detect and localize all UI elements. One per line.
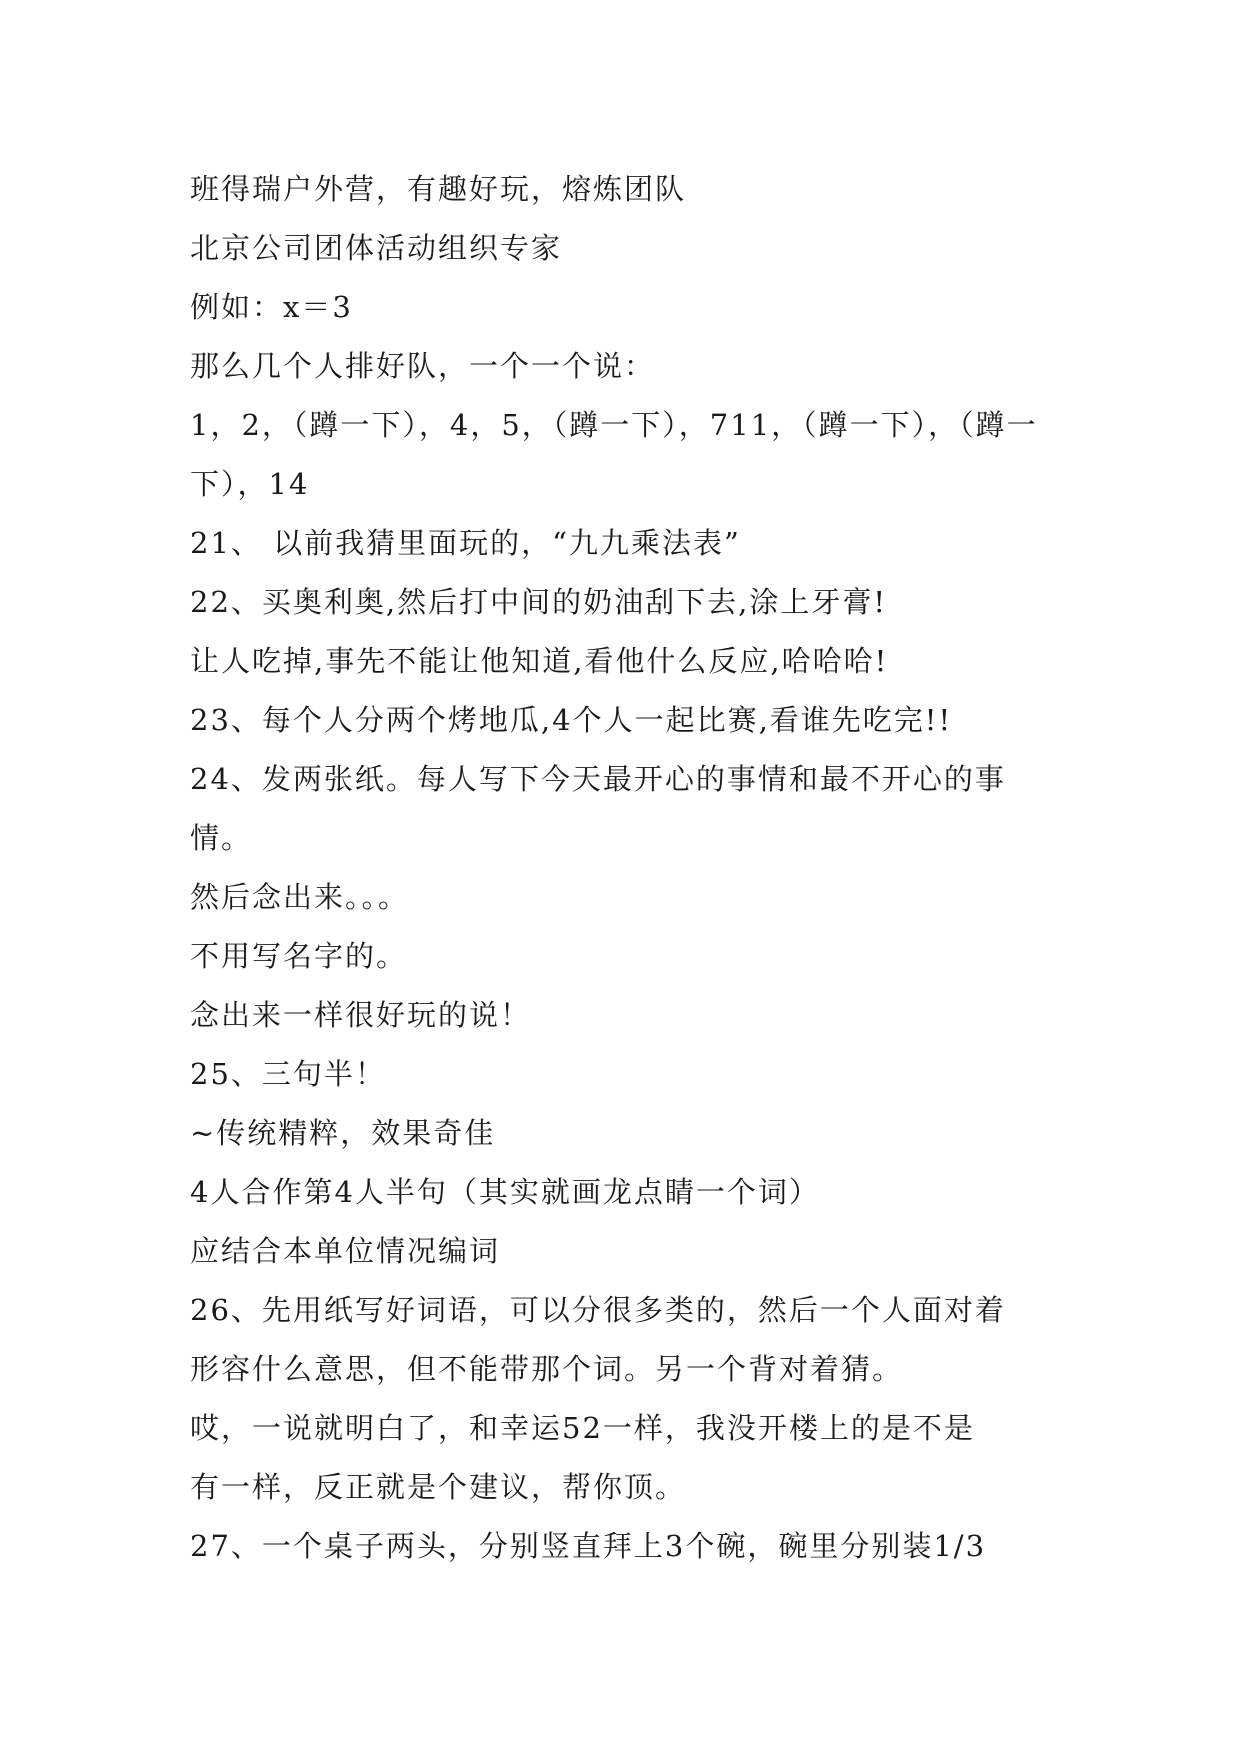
text-line-15: 念出来一样很好玩的说！ [190,998,532,1032]
text-line-19: 应结合本单位情况编词 [190,1234,501,1268]
text-line-20: 26、先用纸写好词语，可以分很多类的，然后一个人面对着 [190,1293,1006,1327]
text-line-17: ~传统精粹，效果奇佳 [190,1116,496,1150]
text-line-10: 23、每个人分两个烤地瓜,4个人一起比赛,看谁先吃完!! [190,703,953,737]
text-line-14: 不用写名字的。 [190,939,408,973]
text-line-9: 让人吃掉,事先不能让他知道,看他什么反应,哈哈哈! [190,644,889,678]
text-line-2: 北京公司团体活动组织专家 [190,231,563,265]
document-body [190,160,1060,1576]
text-line-6: 下），14 [190,467,310,501]
text-line-7: 21、 以前我猜里面玩的，“九九乘法表” [190,526,741,560]
text-line-18: 4人合作第4人半句（其实就画龙点睛一个词） [190,1175,820,1209]
text-line-24: 27、一个桌子两头，分别竖直拜上3个碗，碗里分别装1/3 [190,1529,987,1563]
text-line-23: 有一样，反正就是个建议，帮你顶。 [190,1470,687,1504]
text-line-16: 25、三句半！ [190,1057,386,1091]
text-line-3: 例如：x＝3 [190,290,353,324]
text-line-11: 24、发两张纸。每人写下今天最开心的事情和最不开心的事 [190,762,1006,796]
text-line-5: 1，2，（蹲一下），4，5，（蹲一下），711，（蹲一下），（蹲一 [190,408,1038,442]
text-line-13: 然后念出来。。。 [190,880,410,914]
text-line-21: 形容什么意思，但不能带那个词。另一个背对着猜。 [190,1352,904,1386]
text-line-8: 22、买奥利奥,然后打中间的奶油刮下去,涂上牙膏! [190,585,887,619]
text-line-12: 情。 [190,821,253,855]
text-line-22: 哎，一说就明白了，和幸运52一样，我没开楼上的是不是 [190,1411,975,1445]
text-line-1: 班得瑞户外营，有趣好玩，熔炼团队 [190,172,687,206]
text-line-4: 那么几个人排好队，一个一个说： [190,349,656,383]
